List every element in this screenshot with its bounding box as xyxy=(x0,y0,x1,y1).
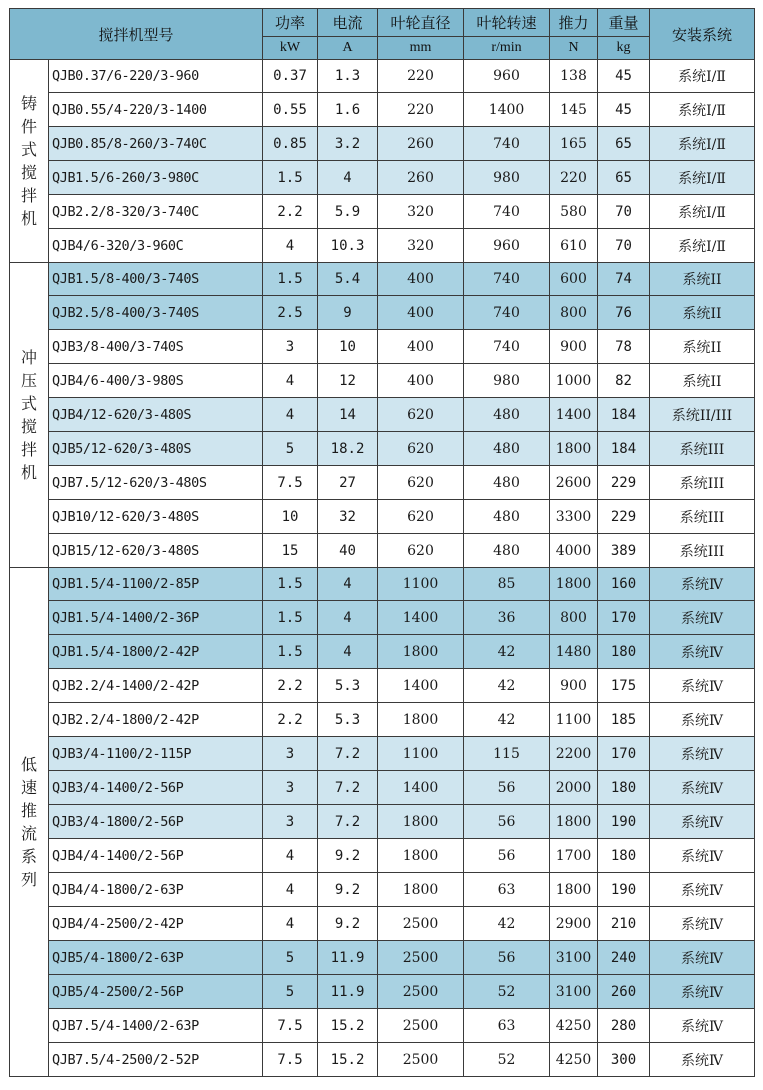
cell-speed: 960 xyxy=(464,229,550,263)
cell-speed: 42 xyxy=(464,907,550,941)
table-row xyxy=(10,229,755,263)
cell-thrust: 900 xyxy=(550,330,598,364)
table-row xyxy=(10,635,755,669)
cell-speed: 480 xyxy=(464,398,550,432)
cell-model: QJB4/4-2500/2-42P xyxy=(49,907,263,941)
cell-install: 系统III xyxy=(650,466,755,500)
cell-power: 4 xyxy=(263,364,318,398)
cell-diameter: 1800 xyxy=(378,805,464,839)
cell-diameter: 1800 xyxy=(378,873,464,907)
cell-power: 0.85 xyxy=(263,127,318,161)
unit-weight: kg xyxy=(598,37,650,60)
cell-model: QJB2.5/8-400/3-740S xyxy=(49,296,263,330)
cell-install: 系统Ⅳ xyxy=(650,805,755,839)
cell-install: 系统Ⅳ xyxy=(650,568,755,601)
cell-install: 系统Ⅰ/Ⅱ xyxy=(650,127,755,161)
cell-thrust: 900 xyxy=(550,669,598,703)
table-row xyxy=(10,195,755,229)
cell-current: 14 xyxy=(318,398,378,432)
cell-weight: 82 xyxy=(598,364,650,398)
cell-current: 32 xyxy=(318,500,378,534)
cell-install: 系统Ⅳ xyxy=(650,737,755,771)
cell-model: QJB0.55/4-220/3-1400 xyxy=(49,93,263,127)
cell-thrust: 3300 xyxy=(550,500,598,534)
cell-model: QJB5/4-1800/2-63P xyxy=(49,941,263,975)
cell-speed: 740 xyxy=(464,296,550,330)
cell-current: 11.9 xyxy=(318,975,378,1009)
cell-diameter: 400 xyxy=(378,364,464,398)
cell-speed: 960 xyxy=(464,60,550,93)
cell-current: 5.4 xyxy=(318,263,378,296)
table-row xyxy=(10,703,755,737)
cell-diameter: 1400 xyxy=(378,771,464,805)
category-label: 低速推流系列 xyxy=(10,568,49,1077)
cell-current: 5.9 xyxy=(318,195,378,229)
cell-thrust: 1100 xyxy=(550,703,598,737)
cell-weight: 74 xyxy=(598,263,650,296)
table-row xyxy=(10,398,755,432)
cell-install: 系统Ⅳ xyxy=(650,941,755,975)
table-row xyxy=(10,975,755,1009)
cell-diameter: 1800 xyxy=(378,703,464,737)
cell-weight: 76 xyxy=(598,296,650,330)
table-header xyxy=(10,9,755,60)
cell-current: 18.2 xyxy=(318,432,378,466)
cell-power: 2.5 xyxy=(263,296,318,330)
cell-current: 9.2 xyxy=(318,907,378,941)
cell-diameter: 1800 xyxy=(378,839,464,873)
table-row xyxy=(10,737,755,771)
cell-thrust: 2900 xyxy=(550,907,598,941)
header-current: 电流 xyxy=(318,9,378,37)
cell-current: 10.3 xyxy=(318,229,378,263)
cell-thrust: 2000 xyxy=(550,771,598,805)
cell-thrust: 1000 xyxy=(550,364,598,398)
cell-model: QJB2.2/4-1800/2-42P xyxy=(49,703,263,737)
cell-speed: 52 xyxy=(464,1043,550,1077)
header-power: 功率 xyxy=(263,9,318,37)
cell-diameter: 1400 xyxy=(378,601,464,635)
cell-thrust: 1800 xyxy=(550,432,598,466)
cell-current: 4 xyxy=(318,161,378,195)
cell-diameter: 400 xyxy=(378,296,464,330)
cell-power: 4 xyxy=(263,398,318,432)
cell-current: 9 xyxy=(318,296,378,330)
table-body xyxy=(10,60,755,1077)
header-diameter: 叶轮直径 xyxy=(378,9,464,37)
table-row xyxy=(10,669,755,703)
cell-model: QJB2.2/4-1400/2-42P xyxy=(49,669,263,703)
table-row xyxy=(10,771,755,805)
cell-weight: 70 xyxy=(598,195,650,229)
cell-diameter: 2500 xyxy=(378,975,464,1009)
cell-diameter: 1100 xyxy=(378,568,464,601)
table-row xyxy=(10,568,755,601)
cell-speed: 1400 xyxy=(464,93,550,127)
mixer-spec-table xyxy=(9,8,755,1077)
cell-thrust: 800 xyxy=(550,296,598,330)
table-row xyxy=(10,601,755,635)
cell-speed: 42 xyxy=(464,669,550,703)
cell-current: 15.2 xyxy=(318,1009,378,1043)
cell-power: 5 xyxy=(263,975,318,1009)
cell-thrust: 145 xyxy=(550,93,598,127)
cell-power: 2.2 xyxy=(263,195,318,229)
cell-model: QJB1.5/4-1800/2-42P xyxy=(49,635,263,669)
cell-weight: 280 xyxy=(598,1009,650,1043)
cell-current: 9.2 xyxy=(318,873,378,907)
cell-model: QJB5/12-620/3-480S xyxy=(49,432,263,466)
cell-power: 3 xyxy=(263,330,318,364)
cell-speed: 56 xyxy=(464,839,550,873)
cell-current: 15.2 xyxy=(318,1043,378,1077)
cell-current: 5.3 xyxy=(318,703,378,737)
cell-weight: 180 xyxy=(598,635,650,669)
cell-diameter: 320 xyxy=(378,195,464,229)
cell-speed: 56 xyxy=(464,771,550,805)
cell-power: 7.5 xyxy=(263,466,318,500)
cell-install: 系统Ⅳ xyxy=(650,839,755,873)
cell-model: QJB0.37/6-220/3-960 xyxy=(49,60,263,93)
cell-speed: 480 xyxy=(464,466,550,500)
cell-power: 4 xyxy=(263,839,318,873)
cell-current: 1.3 xyxy=(318,60,378,93)
cell-weight: 45 xyxy=(598,93,650,127)
cell-thrust: 4250 xyxy=(550,1009,598,1043)
cell-model: QJB3/8-400/3-740S xyxy=(49,330,263,364)
cell-install: 系统II xyxy=(650,296,755,330)
cell-current: 4 xyxy=(318,568,378,601)
table-row xyxy=(10,60,755,93)
cell-thrust: 2600 xyxy=(550,466,598,500)
cell-speed: 740 xyxy=(464,330,550,364)
cell-speed: 480 xyxy=(464,500,550,534)
cell-install: 系统Ⅰ/Ⅱ xyxy=(650,60,755,93)
cell-diameter: 2500 xyxy=(378,1009,464,1043)
cell-diameter: 1800 xyxy=(378,635,464,669)
cell-model: QJB0.85/8-260/3-740C xyxy=(49,127,263,161)
cell-weight: 190 xyxy=(598,805,650,839)
cell-install: 系统Ⅳ xyxy=(650,1009,755,1043)
cell-current: 10 xyxy=(318,330,378,364)
cell-thrust: 4250 xyxy=(550,1043,598,1077)
cell-install: 系统Ⅳ xyxy=(650,771,755,805)
cell-diameter: 1400 xyxy=(378,669,464,703)
cell-thrust: 1800 xyxy=(550,873,598,907)
cell-model: QJB1.5/8-400/3-740S xyxy=(49,263,263,296)
cell-install: 系统II xyxy=(650,364,755,398)
cell-thrust: 165 xyxy=(550,127,598,161)
table-row xyxy=(10,500,755,534)
cell-diameter: 620 xyxy=(378,466,464,500)
cell-speed: 740 xyxy=(464,127,550,161)
table-row xyxy=(10,1009,755,1043)
table-row xyxy=(10,466,755,500)
cell-speed: 42 xyxy=(464,703,550,737)
cell-current: 4 xyxy=(318,601,378,635)
cell-install: 系统Ⅳ xyxy=(650,1043,755,1077)
cell-diameter: 220 xyxy=(378,60,464,93)
cell-weight: 70 xyxy=(598,229,650,263)
cell-thrust: 610 xyxy=(550,229,598,263)
cell-power: 1.5 xyxy=(263,635,318,669)
cell-weight: 229 xyxy=(598,500,650,534)
cell-model: QJB7.5/12-620/3-480S xyxy=(49,466,263,500)
cell-speed: 56 xyxy=(464,805,550,839)
table-row xyxy=(10,907,755,941)
cell-weight: 78 xyxy=(598,330,650,364)
cell-model: QJB1.5/4-1400/2-36P xyxy=(49,601,263,635)
cell-current: 40 xyxy=(318,534,378,568)
cell-weight: 180 xyxy=(598,771,650,805)
cell-speed: 52 xyxy=(464,975,550,1009)
cell-model: QJB4/4-1800/2-63P xyxy=(49,873,263,907)
cell-current: 4 xyxy=(318,635,378,669)
cell-current: 5.3 xyxy=(318,669,378,703)
cell-weight: 300 xyxy=(598,1043,650,1077)
cell-model: QJB4/12-620/3-480S xyxy=(49,398,263,432)
table-row xyxy=(10,93,755,127)
cell-weight: 170 xyxy=(598,601,650,635)
cell-speed: 980 xyxy=(464,364,550,398)
cell-diameter: 2500 xyxy=(378,941,464,975)
table-row xyxy=(10,263,755,296)
cell-weight: 185 xyxy=(598,703,650,737)
cell-diameter: 260 xyxy=(378,127,464,161)
cell-model: QJB2.2/8-320/3-740C xyxy=(49,195,263,229)
spec-table-container xyxy=(9,8,755,1077)
cell-weight: 45 xyxy=(598,60,650,93)
table-row xyxy=(10,805,755,839)
cell-speed: 56 xyxy=(464,941,550,975)
cell-weight: 175 xyxy=(598,669,650,703)
cell-model: QJB7.5/4-1400/2-63P xyxy=(49,1009,263,1043)
header-speed: 叶轮转速 xyxy=(464,9,550,37)
cell-speed: 85 xyxy=(464,568,550,601)
cell-diameter: 2500 xyxy=(378,1043,464,1077)
table-row xyxy=(10,296,755,330)
cell-model: QJB7.5/4-2500/2-52P xyxy=(49,1043,263,1077)
cell-diameter: 620 xyxy=(378,432,464,466)
table-row xyxy=(10,873,755,907)
cell-install: 系统Ⅳ xyxy=(650,703,755,737)
cell-install: 系统Ⅰ/Ⅱ xyxy=(650,93,755,127)
cell-diameter: 320 xyxy=(378,229,464,263)
cell-power: 4 xyxy=(263,907,318,941)
cell-install: 系统III xyxy=(650,534,755,568)
cell-speed: 480 xyxy=(464,432,550,466)
cell-diameter: 220 xyxy=(378,93,464,127)
cell-install: 系统Ⅰ/Ⅱ xyxy=(650,195,755,229)
cell-power: 15 xyxy=(263,534,318,568)
cell-install: 系统Ⅰ/Ⅱ xyxy=(650,161,755,195)
category-label: 冲压式搅拌机 xyxy=(10,263,49,568)
cell-install: 系统Ⅳ xyxy=(650,601,755,635)
cell-model: QJB1.5/6-260/3-980C xyxy=(49,161,263,195)
cell-power: 5 xyxy=(263,432,318,466)
cell-thrust: 3100 xyxy=(550,941,598,975)
cell-current: 3.2 xyxy=(318,127,378,161)
header-model: 搅拌机型号 xyxy=(10,9,263,60)
cell-diameter: 1100 xyxy=(378,737,464,771)
cell-model: QJB1.5/4-1100/2-85P xyxy=(49,568,263,601)
category-label: 铸件式搅拌机 xyxy=(10,60,49,263)
table-row xyxy=(10,432,755,466)
cell-install: 系统Ⅳ xyxy=(650,669,755,703)
cell-weight: 65 xyxy=(598,161,650,195)
cell-weight: 210 xyxy=(598,907,650,941)
cell-power: 5 xyxy=(263,941,318,975)
cell-weight: 229 xyxy=(598,466,650,500)
cell-power: 2.2 xyxy=(263,669,318,703)
cell-install: 系统III xyxy=(650,500,755,534)
cell-install: 系统III xyxy=(650,432,755,466)
cell-weight: 184 xyxy=(598,432,650,466)
cell-model: QJB5/4-2500/2-56P xyxy=(49,975,263,1009)
cell-thrust: 2200 xyxy=(550,737,598,771)
cell-diameter: 620 xyxy=(378,534,464,568)
header-install: 安装系统 xyxy=(650,9,755,60)
cell-power: 7.5 xyxy=(263,1009,318,1043)
table-row xyxy=(10,1043,755,1077)
cell-model: QJB4/4-1400/2-56P xyxy=(49,839,263,873)
cell-weight: 389 xyxy=(598,534,650,568)
cell-model: QJB15/12-620/3-480S xyxy=(49,534,263,568)
cell-thrust: 138 xyxy=(550,60,598,93)
cell-speed: 740 xyxy=(464,263,550,296)
cell-diameter: 260 xyxy=(378,161,464,195)
cell-power: 1.5 xyxy=(263,161,318,195)
cell-install: 系统Ⅳ xyxy=(650,873,755,907)
cell-diameter: 400 xyxy=(378,330,464,364)
header-weight: 重量 xyxy=(598,9,650,37)
unit-power: kW xyxy=(263,37,318,60)
cell-install: 系统Ⅰ/Ⅱ xyxy=(650,229,755,263)
cell-install: 系统II xyxy=(650,263,755,296)
cell-model: QJB3/4-1100/2-115P xyxy=(49,737,263,771)
cell-speed: 36 xyxy=(464,601,550,635)
cell-weight: 260 xyxy=(598,975,650,1009)
cell-install: 系统Ⅳ xyxy=(650,975,755,1009)
cell-model: QJB3/4-1400/2-56P xyxy=(49,771,263,805)
cell-power: 3 xyxy=(263,737,318,771)
cell-thrust: 220 xyxy=(550,161,598,195)
cell-power: 0.55 xyxy=(263,93,318,127)
cell-install: 系统Ⅳ xyxy=(650,907,755,941)
cell-thrust: 600 xyxy=(550,263,598,296)
cell-power: 7.5 xyxy=(263,1043,318,1077)
cell-thrust: 4000 xyxy=(550,534,598,568)
table-row xyxy=(10,941,755,975)
cell-thrust: 1800 xyxy=(550,805,598,839)
cell-current: 11.9 xyxy=(318,941,378,975)
table-row xyxy=(10,534,755,568)
unit-diameter: mm xyxy=(378,37,464,60)
cell-diameter: 400 xyxy=(378,263,464,296)
cell-current: 1.6 xyxy=(318,93,378,127)
cell-model: QJB4/6-400/3-980S xyxy=(49,364,263,398)
cell-model: QJB10/12-620/3-480S xyxy=(49,500,263,534)
cell-speed: 115 xyxy=(464,737,550,771)
cell-diameter: 2500 xyxy=(378,907,464,941)
unit-current: A xyxy=(318,37,378,60)
header-thrust: 推力 xyxy=(550,9,598,37)
cell-current: 7.2 xyxy=(318,771,378,805)
cell-weight: 170 xyxy=(598,737,650,771)
cell-diameter: 620 xyxy=(378,500,464,534)
cell-speed: 63 xyxy=(464,873,550,907)
cell-speed: 480 xyxy=(464,534,550,568)
cell-weight: 160 xyxy=(598,568,650,601)
cell-power: 1.5 xyxy=(263,601,318,635)
cell-thrust: 800 xyxy=(550,601,598,635)
cell-current: 9.2 xyxy=(318,839,378,873)
cell-thrust: 3100 xyxy=(550,975,598,1009)
cell-weight: 184 xyxy=(598,398,650,432)
cell-thrust: 1700 xyxy=(550,839,598,873)
cell-power: 2.2 xyxy=(263,703,318,737)
cell-power: 4 xyxy=(263,229,318,263)
cell-diameter: 620 xyxy=(378,398,464,432)
cell-speed: 42 xyxy=(464,635,550,669)
cell-current: 7.2 xyxy=(318,737,378,771)
cell-thrust: 1800 xyxy=(550,568,598,601)
cell-power: 3 xyxy=(263,771,318,805)
cell-model: QJB4/6-320/3-960C xyxy=(49,229,263,263)
cell-model: QJB3/4-1800/2-56P xyxy=(49,805,263,839)
cell-current: 27 xyxy=(318,466,378,500)
cell-power: 1.5 xyxy=(263,568,318,601)
cell-speed: 740 xyxy=(464,195,550,229)
cell-weight: 240 xyxy=(598,941,650,975)
cell-install: 系统Ⅳ xyxy=(650,635,755,669)
table-row xyxy=(10,330,755,364)
cell-current: 7.2 xyxy=(318,805,378,839)
cell-current: 12 xyxy=(318,364,378,398)
table-row xyxy=(10,364,755,398)
table-row xyxy=(10,127,755,161)
cell-thrust: 1480 xyxy=(550,635,598,669)
cell-install: 系统II xyxy=(650,330,755,364)
cell-weight: 190 xyxy=(598,873,650,907)
cell-install: 系统II/III xyxy=(650,398,755,432)
cell-power: 1.5 xyxy=(263,263,318,296)
table-row xyxy=(10,839,755,873)
table-row xyxy=(10,161,755,195)
cell-power: 4 xyxy=(263,873,318,907)
cell-thrust: 1400 xyxy=(550,398,598,432)
cell-speed: 63 xyxy=(464,1009,550,1043)
cell-power: 3 xyxy=(263,805,318,839)
cell-power: 0.37 xyxy=(263,60,318,93)
unit-thrust: N xyxy=(550,37,598,60)
cell-thrust: 580 xyxy=(550,195,598,229)
cell-weight: 180 xyxy=(598,839,650,873)
cell-speed: 980 xyxy=(464,161,550,195)
cell-power: 10 xyxy=(263,500,318,534)
cell-weight: 65 xyxy=(598,127,650,161)
unit-speed: r/min xyxy=(464,37,550,60)
